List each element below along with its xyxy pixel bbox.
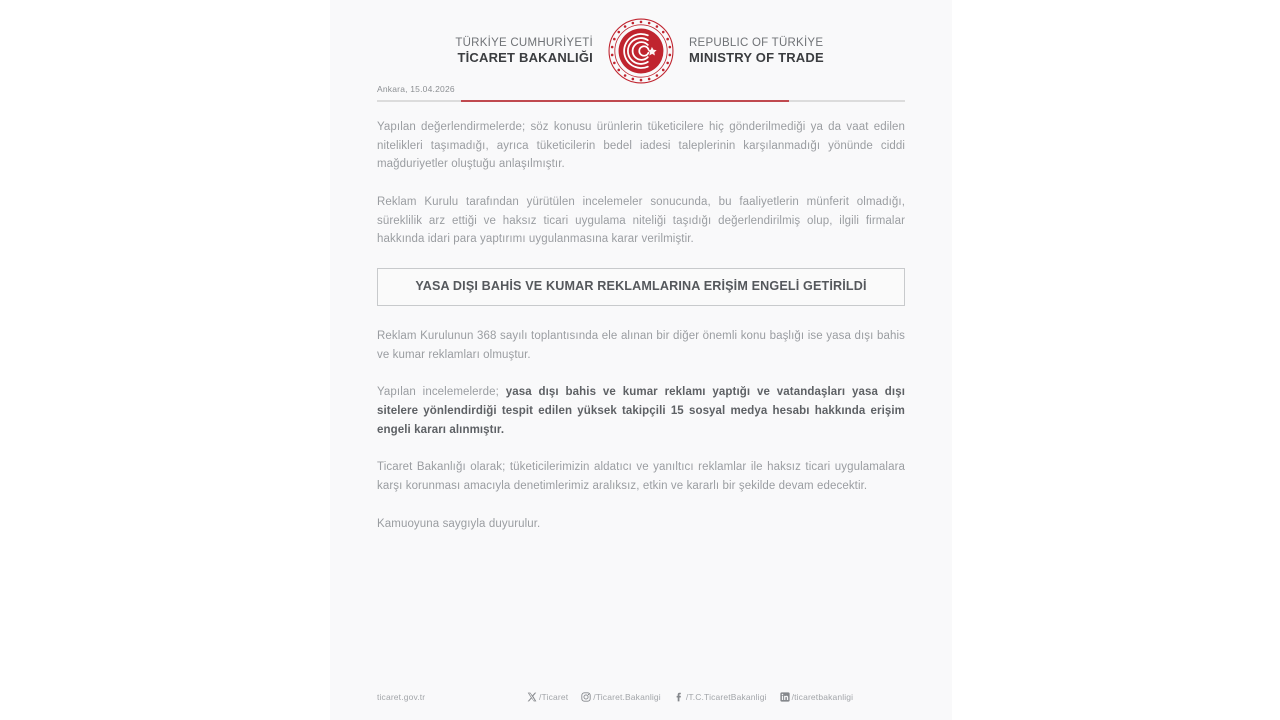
- document-header: [377, 0, 905, 80]
- instagram-handle: /Ticaret.Bakanligi: [593, 692, 661, 702]
- facebook-icon: [674, 692, 684, 702]
- x-twitter-icon: [527, 692, 537, 702]
- document-body: [377, 104, 905, 692]
- paragraph-6: Kamuoyuna saygıyla duyurulur.: [377, 517, 541, 530]
- date-divider-row: [377, 84, 905, 104]
- social-link-instagram[interactable]: [581, 692, 661, 702]
- ministry-label-turkish: TİCARET BAKANLIĞI: [457, 50, 593, 66]
- social-link-facebook[interactable]: [674, 692, 767, 702]
- header-divider-rule: [377, 100, 905, 102]
- turkish-ministry-of-trade-emblem-icon: [607, 17, 675, 85]
- republic-label-turkish: TÜRKİYE CUMHURİYETİ: [455, 36, 593, 49]
- x-handle: /Ticaret: [539, 692, 569, 702]
- paragraph-2: Reklam Kurulu tarafından yürütülen incelemeler sonucunda, bu faaliyetlerin münferit olmadığı, süreklilik arz ettiği ve haksız ticari uygulama niteliği taşıdığı değerlendirilmiş olup, ilgili firmalar hakkında idari para yaptırımı uygulanmasına karar verilmiştir.: [377, 195, 905, 246]
- website-url[interactable]: ticaret.gov.tr: [377, 692, 426, 702]
- document-footer: [377, 692, 905, 720]
- social-links: [527, 692, 905, 702]
- dateline: Ankara, 15.04.2026: [377, 84, 455, 94]
- paragraph-4: [377, 383, 905, 439]
- facebook-handle: /T.C.TicaretBakanligi: [685, 692, 767, 702]
- social-link-linkedin[interactable]: [780, 692, 854, 702]
- headline-text: YASA DIŞI BAHİS VE KUMAR REKLAMLARINA ERİŞİM ENGELİ GETİRİLDİ: [415, 278, 867, 293]
- paragraph-3: Reklam Kurulunun 368 sayılı toplantısında ele alınan bir diğer önemli konu başlığı ise yasa dışı bahis ve kumar reklamları olmuştur.: [377, 330, 905, 361]
- linkedin-icon: [780, 692, 790, 702]
- paragraph-4-emphasis: yasa dışı bahis ve kumar reklamı yaptığı ve vatandaşları yasa dışı sitelere yönlendirdiği tespit edilen yüksek takipçili 15 sosyal medya hesabı hakkında erişim engeli kararı alınmıştır.: [377, 386, 905, 436]
- paragraph-1: Yapılan değerlendirmelerde; söz konusu ürünlerin tüketicilere hiç gönderilmediği ya da vaat edilen nitelikleri taşımadığı, ayrıca tüketicilerin bedel iadesi taleplerinin karşılanmadığı yönünde ciddi mağduriyetler oluştuğu anlaşılmıştır.: [377, 121, 905, 171]
- social-link-x[interactable]: [527, 692, 568, 702]
- republic-label-english: REPUBLIC OF TÜRKİYE: [689, 36, 824, 49]
- paragraph-4-lead: Yapılan incelemelerde;: [377, 386, 506, 399]
- ministry-name-turkish: [421, 37, 593, 66]
- ministry-name-english: [689, 37, 861, 66]
- paragraph-5: Ticaret Bakanlığı olarak; tüketicilerimizin aldatıcı ve yanıltıcı reklamlar ile haksız ticari uygulamalara karşı korunması amacıyla denetimlerimiz aralıksız, etkin ve kararlı bir şekilde devam edecektir.: [377, 461, 905, 492]
- linkedin-handle: /ticaretbakanligi: [791, 692, 854, 702]
- instagram-icon: [581, 692, 591, 702]
- headline-box: [377, 268, 905, 306]
- ministry-label-english: MINISTRY OF TRADE: [689, 50, 824, 66]
- announcement-document: [330, 0, 952, 720]
